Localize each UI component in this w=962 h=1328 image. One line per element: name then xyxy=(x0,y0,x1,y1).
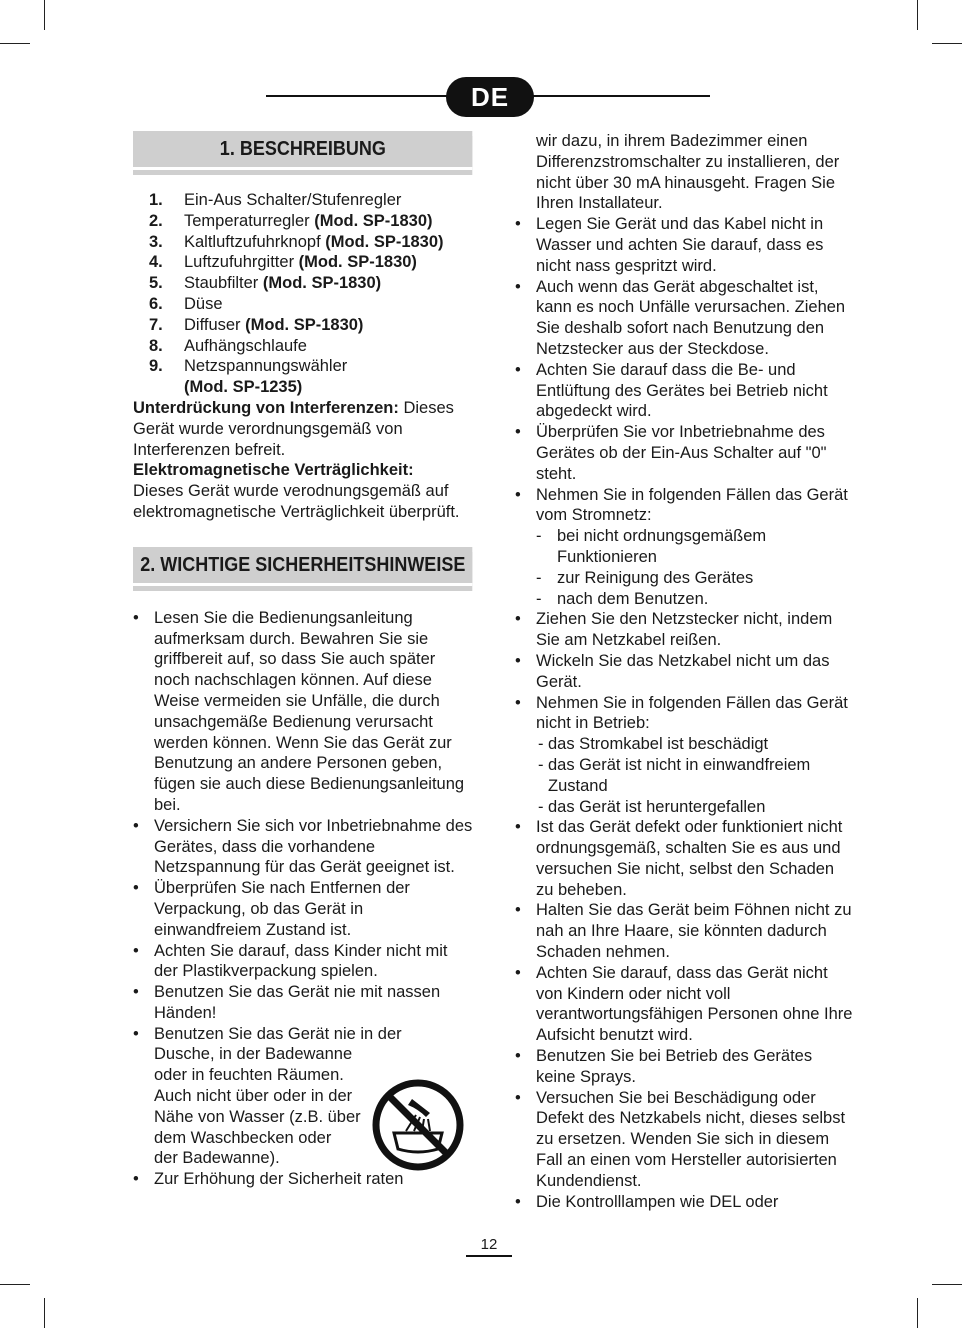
section-1-title: 1. BESCHREIBUNG xyxy=(133,131,473,170)
header-rule-left xyxy=(266,95,456,97)
parts-list-item: 8. Aufhängschlaufe xyxy=(149,336,307,355)
language-badge: DE xyxy=(446,77,534,117)
safety-item: • Legen Sie Gerät und das Kabel nicht in Wasser und achten Sie darauf, dass es nicht nass gespritzt wird. xyxy=(515,214,856,276)
parts-list-item: 4. Luftzufuhrgitter (Mod. SP-1830) xyxy=(149,253,417,272)
continued-text: wir dazu, in ihrem Badezimmer einen Differenzstromschalter zu installieren, der nicht über 30 mA hinausgeht. Fragen Sie Ihren Installateur. xyxy=(536,132,840,213)
safety-item: • Benutzen Sie bei Betrieb des Gerätes keine Sprays. xyxy=(515,1046,856,1088)
left-column xyxy=(133,131,473,1190)
not-operate-case: - das Gerät ist nicht in einwandfreiem Zustand xyxy=(536,755,856,797)
model-note: (Mod. SP-1235) xyxy=(184,378,303,397)
safety-item: • Achten Sie darauf, dass das Gerät nicht von Kindern oder nicht voll verantwortungsfähigen Personen ohne Ihre Aufsicht benutzt wird. xyxy=(515,963,856,1046)
parts-list xyxy=(133,190,473,398)
parts-list-item: 3. Kaltluftzufuhrknopf (Mod. SP-1830) xyxy=(149,232,444,251)
unplug-cases xyxy=(536,526,856,609)
safety-item: • Ist das Gerät defekt oder funktioniert nicht ordnungsgemäß, schalten Sie es aus und versuchen Sie nicht, selbst den Schaden zu beheben. xyxy=(515,817,856,900)
safety-item: • Benutzen Sie das Gerät nie mit nassen Händen! xyxy=(133,982,473,1024)
safety-list-right xyxy=(511,214,856,1212)
crop-mark xyxy=(0,1284,30,1285)
parts-list-item: 5. Staubfilter (Mod. SP-1830) xyxy=(149,274,382,293)
safety-item: • Achten Sie darauf, dass Kinder nicht mit der Plastikverpackung spielen. xyxy=(133,941,473,983)
safety-item-unplug: • Nehmen Sie in folgenden Fällen das Gerät vom Stromnetz: - bei nicht ordnungsgemäßem Funktionieren - zur Reinigung des Gerätes - nach dem Benutzen. xyxy=(515,485,856,610)
page-number: 12 xyxy=(466,1236,512,1257)
safety-item: • Wickeln Sie das Netzkabel nicht um das Gerät. xyxy=(515,651,856,693)
unplug-case: - zur Reinigung des Gerätes xyxy=(536,568,856,589)
not-operate-case: - das Gerät ist heruntergefallen xyxy=(536,797,856,818)
parts-list-item: 1. Ein-Aus Schalter/Stufenregler xyxy=(149,191,402,209)
safety-item: • Zur Erhöhung der Sicherheit raten xyxy=(133,1169,473,1190)
not-operate-cases xyxy=(536,734,856,817)
crop-mark xyxy=(44,1298,45,1328)
safety-item: • Die Kontrolllampen wie DEL oder xyxy=(515,1192,856,1213)
crop-mark xyxy=(917,1298,918,1328)
crop-mark xyxy=(932,1284,962,1285)
crop-mark xyxy=(932,43,962,44)
safety-item: • Lesen Sie die Bedienungsanleitung aufmerksam durch. Bewahren Sie sie griffbereit auf, so dass Sie auch später noch nachschlagen können. Auf diese Weise vermeiden sie Unfälle, die durch unsachgemäße Bedienung verursacht werden können. Wenn Sie das Gerät zur Benutzung an andere Personen geben, fügen sie auch diese Bedienungsanleitung bei. xyxy=(133,608,473,816)
parts-list-item: 2. Temperaturregler (Mod. SP-1830) xyxy=(149,211,433,230)
safety-item: • Halten Sie das Gerät beim Föhnen nicht zu nah an Ihre Haare, sie könnten dadurch Schaden nehmen. xyxy=(515,900,856,962)
crop-mark xyxy=(44,0,45,30)
crop-mark xyxy=(0,43,30,44)
right-column xyxy=(511,131,856,1212)
safety-item-water: • Benutzen Sie das Gerät nie in der Dusche, in der Badewanne oder in feuchten Räumen. Auch nicht über oder in der Nähe von Wasser (z.B. über dem Waschbecken oder der Badewanne). xyxy=(133,1024,473,1170)
header-rule-right xyxy=(524,95,710,97)
parts-list-item: 6. Düse xyxy=(149,294,223,313)
crop-mark xyxy=(917,0,918,30)
safety-item: • Ziehen Sie den Netzstecker nicht, indem Sie am Netzkabel reißen. xyxy=(515,609,856,651)
unplug-case: - bei nicht ordnungsgemäßem Funktionieren xyxy=(536,526,856,568)
safety-item: • Überprüfen Sie vor Inbetriebnahme des Gerätes ob der Ein-Aus Schalter auf "0" steht. xyxy=(515,422,856,484)
safety-item: • Überprüfen Sie nach Entfernen der Verpackung, ob das Gerät in einwandfreiem Zustand ist. xyxy=(133,878,473,940)
safety-item: • Achten Sie darauf dass die Be- und Entlüftung des Gerätes bei Betrieb nicht abgedeckt wird. xyxy=(515,360,856,422)
safety-item: • Auch wenn das Gerät abgeschaltet ist, kann es noch Unfälle verursachen. Ziehen Sie deshalb sofort nach Benutzung den Netzstecker aus der Steckdose. xyxy=(515,277,856,360)
emc-note: Elektromagnetische Verträglichkeit: Dieses Gerät wurde verodnungsgemäß auf elektromagnetische Verträglichkeit überprüft. xyxy=(133,461,460,521)
unplug-case: - nach dem Benutzen. xyxy=(536,589,856,610)
interference-note: Unterdrückung von Interferenzen: Dieses Gerät wurde verordnungsgemäß von Interferenzen befreit. xyxy=(133,398,454,459)
safety-item: • Versuchen Sie bei Beschädigung oder Defekt des Netzkabels nicht, dieses selbst zu ersetzen. Wenden Sie sich in diesem Fall an einen vom Hersteller autorisierten Kundendienst. xyxy=(515,1088,856,1192)
no-shower-warning-icon xyxy=(372,1079,464,1171)
section-2-title: 2. WICHTIGE SICHERHEITSHINWEISE xyxy=(133,547,473,586)
parts-list-item: 7. Diffuser (Mod. SP-1830) xyxy=(149,315,364,334)
safety-item: • Versichern Sie sich vor Inbetriebnahme des Gerätes, dass die vorhandene Netzspannung für das Gerät geeignet ist. xyxy=(133,816,473,878)
safety-item-not-operate: • Nehmen Sie in folgenden Fällen das Gerät nicht in Betrieb: - das Stromkabel ist beschädigt - das Gerät ist nicht in einwandfreiem Zustand - das Gerät ist heruntergefallen xyxy=(515,693,856,818)
parts-list-item: 9. Netzspannungswähler (Mod. SP-1235) xyxy=(149,357,348,397)
not-operate-case: - das Stromkabel ist beschädigt xyxy=(536,734,856,755)
